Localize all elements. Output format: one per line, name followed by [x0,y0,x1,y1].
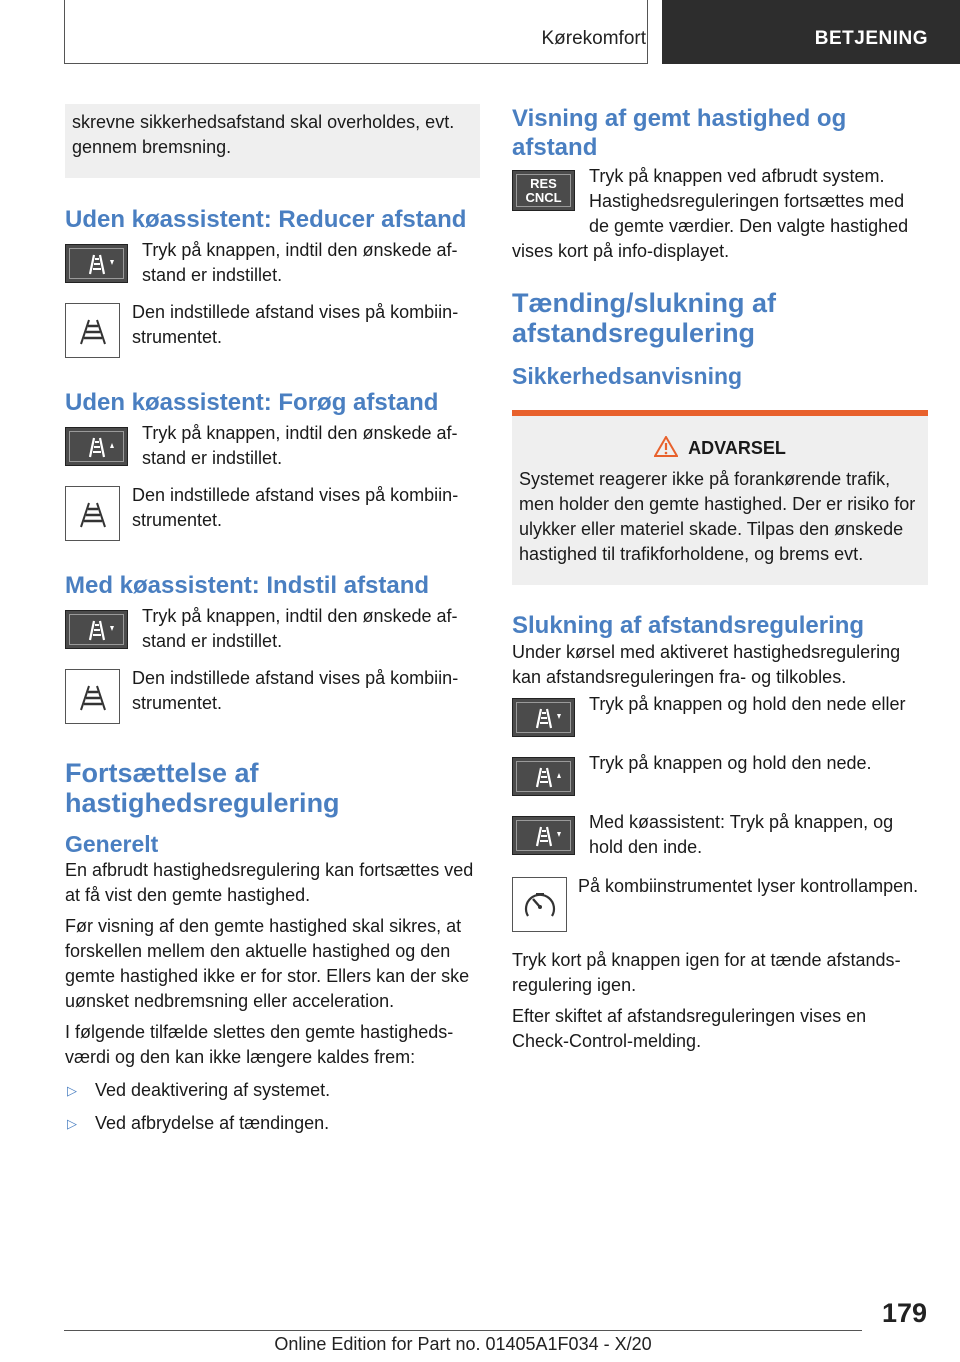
distance-indicator-icon [65,669,120,724]
heading-queue-assistant: Med køassistent: Indstil afstand [65,572,430,599]
subheading-general: Generelt [65,831,159,857]
paragraph-general-1: En afbrudt hastighedsregulering kan fortsættes ved at få vist den gemte hastighed. [65,860,474,905]
footer-edition: Online Edition for Part no. 01405A1F034 - X/20 [274,1334,652,1354]
list-item [65,1111,480,1136]
increase-button-text: Tryk på knappen, indtil den ønskede afstand er indstillet. [142,423,458,468]
distance-indicator-icon [65,303,120,358]
heading-continue-cruise-control: Fortsættelse af hastighedsregulering [65,758,340,818]
paragraph-reactivate: Tryk kort på knappen igen for at tænde afstandsregulering igen. [512,950,901,995]
queue-indicator-text: Den indstillede afstand vises på kombiinstrumentet. [132,668,459,713]
switch-off-intro: Under kørsel med aktiveret hastighedsregulering kan afstandsreguleringen fra- og tilkobles. [512,642,901,687]
warning-title [519,436,921,461]
heading-safety-note: Sikkerhedsanvisning [512,363,743,389]
footer-rule [64,1330,862,1331]
indicator-lamp-text: På kombiinstrumentet lyser kontrollampen. [578,876,919,896]
heading-increase-distance: Uden køassistent: Forøg afstand [65,389,439,416]
reduce-indicator-row [65,300,480,362]
cncl-label: CNCL [525,189,562,205]
bullet-triangle-icon: ▷ [67,1116,77,1131]
right-column [512,104,928,1054]
step1-row [512,692,928,741]
bullet-text: Ved afbrydelse af tændingen. [95,1113,330,1133]
distance-button-icon [65,427,128,466]
warning-box [512,410,928,585]
res-label: RES [530,175,557,191]
step2-row [512,751,928,800]
warning-title-text: ADVARSEL [688,438,786,458]
res-cncl-button-icon [512,170,575,211]
list-item [65,1078,480,1103]
step2-text: Tryk på knappen og hold den nede. [589,753,872,773]
paragraph-general-2: Før visning af den gemte hastighed skal sikres, at forskellen mellem den aktuelle hastighed og den gemte hastighed ikke er for stor. Ellers kan der ske uønsket nedbremsning eller acceleration. [65,916,470,1011]
step3-row [512,810,928,860]
indicator-lamp-row [512,874,928,936]
increase-button-row [65,421,480,471]
distance-button-icon [512,816,575,855]
queue-button-text: Tryk på knappen, indtil den ønskede afstand er indstillet. [142,606,458,651]
res-cncl-row [512,164,928,264]
bullet-triangle-icon: ▷ [67,1083,77,1098]
header-section-title: Kørekomfort [541,28,646,49]
bullet-text: Ved deaktivering af systemet. [95,1080,331,1100]
distance-button-icon [512,698,575,737]
distance-button-icon [512,757,575,796]
step1-text: Tryk på knappen og hold den nede eller [589,694,906,714]
queue-button-row [65,604,480,654]
paragraph-general-3: I følgende tilfælde slettes den gemte hastighedsværdi og den kan ikke længere kaldes frem: [65,1022,454,1067]
continuation-note: skrevne sikkerhedsafstand skal overholdes, evt. gennem bremsning. [65,104,480,178]
heading-onoff-distance-control: Tænding/slukning af afstandsregulering [512,288,776,348]
paragraph-check-control: Efter skiftet af afstandsreguleringen vises en Check-Control-melding. [512,1006,867,1051]
step3-text: Med køassistent: Tryk på knappen, og hold den inde. [589,812,894,857]
header-chapter-tab: BETJENING [662,0,960,64]
res-cncl-text: Tryk på knappen ved afbrudt system. Hastighedsreguleringen fortsættes med de gemte værdier. Den valgte hastighed vises kort på info-displayet. [512,166,909,261]
warning-triangle-icon [654,436,678,457]
speedometer-indicator-icon [512,877,567,932]
left-column [65,104,480,1136]
queue-indicator-row [65,666,480,728]
reduce-button-row [65,238,480,288]
distance-indicator-icon [65,486,120,541]
heading-switch-off-distance-control: Slukning af afstandsregulering [512,612,865,639]
heading-show-stored-speed: Visning af gemt hastighed og afstand [512,105,847,161]
warning-text: Systemet reagerer ikke på forankørende trafik, men holder den gemte hastighed. Der er risiko for ulykker eller materiel skade. Tilpas den ønskede hastighed til trafikforholdene, og brems evt. [519,469,916,564]
heading-reduce-distance: Uden køassistent: Reducer afstand [65,206,467,233]
page-number: 179 [881,1298,927,1328]
distance-button-icon [65,244,128,283]
reduce-indicator-text: Den indstillede afstand vises på kombiinstrumentet. [132,302,459,347]
increase-indicator-text: Den indstillede afstand vises på kombiinstrumentet. [132,485,459,530]
reduce-button-text: Tryk på knappen, indtil den ønskede afstand er indstillet. [142,240,458,285]
distance-button-icon [65,610,128,649]
increase-indicator-row [65,483,480,545]
